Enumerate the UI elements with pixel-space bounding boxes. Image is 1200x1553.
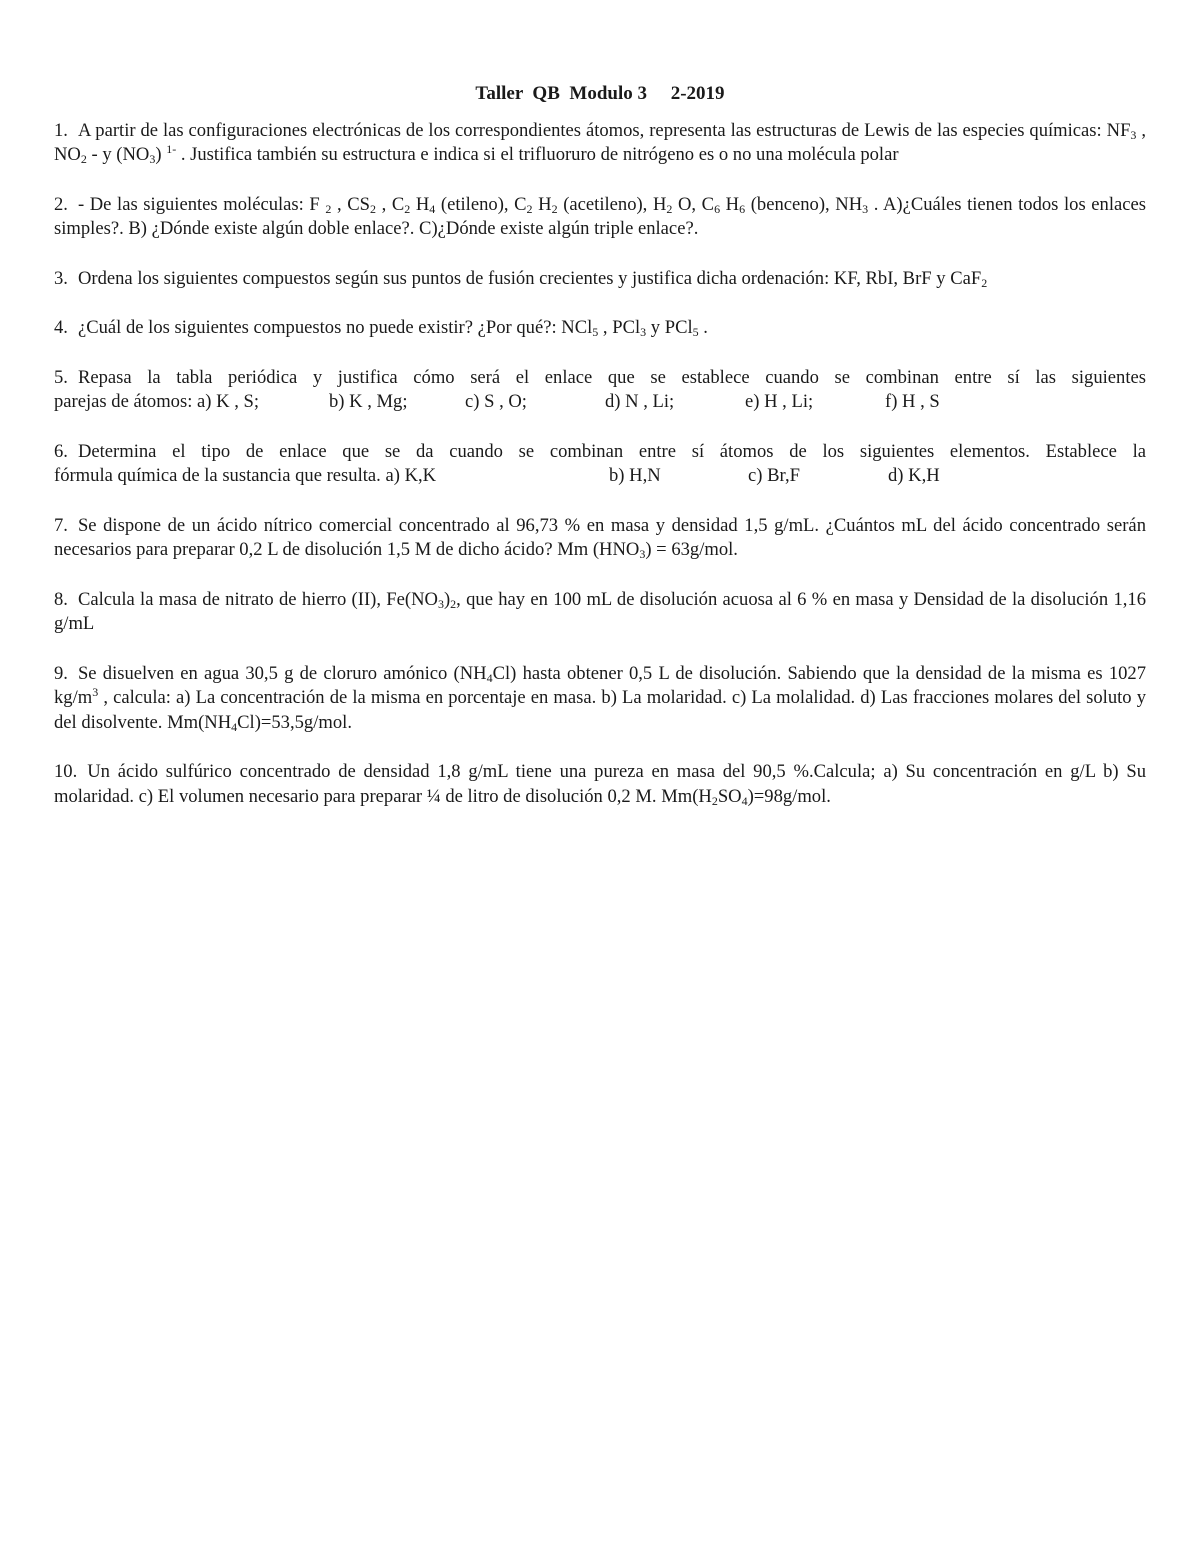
- pair-d: d) N , Li;: [605, 391, 675, 412]
- worksheet-page: [54, 82, 1146, 834]
- question-9: 9. Se disuelven en agua 30,5 g de cloruro amónico $(NH_4Cl)$ hasta obtener 0,5 L de disolución. Sabiendo que la densidad de la misma es 1027 $kg/m^3$ , calcula: a) La concentración de la misma en porcentaje en masa. b) La molaridad. c) La molalidad. d) Las fracciones molares del soluto y del disolvente. $Mm(NH_4Cl)=53,5g$/mol.: [54, 662, 1147, 734]
- pair-a: parejas de átomos: a) K , S;: [54, 391, 259, 412]
- question-8: 8. Calcula la masa de nitrato de hierro (II), $Fe(NO_3)_2$, que hay en 100 mL de disolución acuosa al 6 % en masa y Densidad de la disolución 1,16 g/mL: [54, 588, 1146, 634]
- question-number: 9.: [54, 662, 68, 684]
- question-1: 1. A partir de las configuraciones electrónicas de los correspondientes átomos, representa las estructuras de Lewis de las especies químicas: $NF_3$ , $NO_2$ - y $(NO_3)$ $^{1-}$ . Justifica también su estructura e indica si el trifluoruro de nitrógeno es o no una molécula polar: [54, 119, 1147, 166]
- element-pair-b: b) H,N: [609, 465, 661, 486]
- element-pair-d: d) K,H: [888, 465, 940, 486]
- question-number: 3.: [54, 267, 68, 289]
- question-2: 2. - De las siguientes moléculas: F $_2$ , $CS_2$ , $C_2$ $H_4$ (etileno), $C_2$ $H_2$ (acetileno), $H_2$ O, $C_6$ $H_6$ (benceno), $NH_3$ . A)¿Cuáles tienen todos los enlaces simples?. B) ¿Dónde existe algún doble enlace?. C)¿Dónde existe algún triple enlace?.: [54, 193, 1147, 239]
- question-number: 8.: [54, 588, 68, 610]
- question-number: 6.: [54, 440, 68, 462]
- question-4: 4. ¿Cuál de los siguientes compuestos no puede existir? ¿Por qué?: NCl$_5$ , PCl$_3$ y PCl$_5$ .: [54, 317, 708, 339]
- pair-f: f) H , S: [885, 391, 940, 412]
- question-10: 10. Un ácido sulfúrico concentrado de densidad 1,8 g/mL tiene una pureza en masa del 90,5 %.Calcula; a) Su concentración en g/L b) Su molaridad. c) El volumen necesario para preparar ¼ de litro de disolución 0,2 M. $Mm(H_2SO_4)=98g$/mol.: [54, 761, 1146, 808]
- atom-pairs-list: [54, 390, 1146, 415]
- question-5: 5. Repasa la tabla periódica y justifica cómo será el enlace que se establece cuando se combinan entre sí las siguientes parejas de átomos: a) K , S; b) K , Mg; c) S , O; d) N , Li; e) H , Li; f) H , S: [54, 366, 1146, 415]
- question-number: 4.: [54, 317, 68, 338]
- element-pair-c: c) Br,F: [748, 465, 800, 486]
- question-number: 10.: [54, 761, 78, 782]
- question-number: 5.: [54, 366, 68, 388]
- pair-e: e) H , Li;: [745, 391, 814, 412]
- pair-b: b) K , Mg;: [329, 391, 408, 412]
- question-7: 7. Se dispone de un ácido nítrico comercial concentrado al 96,73 % en masa y densidad 1,5 g/mL. ¿Cuántos mL del ácido concentrado serán necesarios para preparar 0,2 L de disolución 1,5 M de dicho ácido? Mm $(HNO_3) = 63g/mol$.: [54, 514, 1146, 561]
- element-pair-a: fórmula química de la sustancia que resulta. a) K,K: [54, 465, 437, 486]
- question-number: 7.: [54, 514, 68, 536]
- question-number: 2.: [54, 193, 68, 215]
- question-number: 1.: [54, 119, 68, 141]
- page-title: Taller QB Modulo 3 2-2019: [475, 83, 725, 104]
- question-6: 6. Determina el tipo de enlace que se da cuando se combinan entre sí átomos de los siguientes elementos. Establece la fórmula química de la sustancia que resulta. a) K,K b) H,N c) Br,F d) K,H: [54, 440, 1146, 489]
- element-pairs-list: [54, 464, 1146, 489]
- question-3: 3. Ordena los siguientes compuestos según sus puntos de fusión crecientes y justifica dicha ordenación: KF, RbI, BrF y CaF$_2$: [54, 267, 988, 290]
- pair-c: c) S , O;: [465, 391, 527, 412]
